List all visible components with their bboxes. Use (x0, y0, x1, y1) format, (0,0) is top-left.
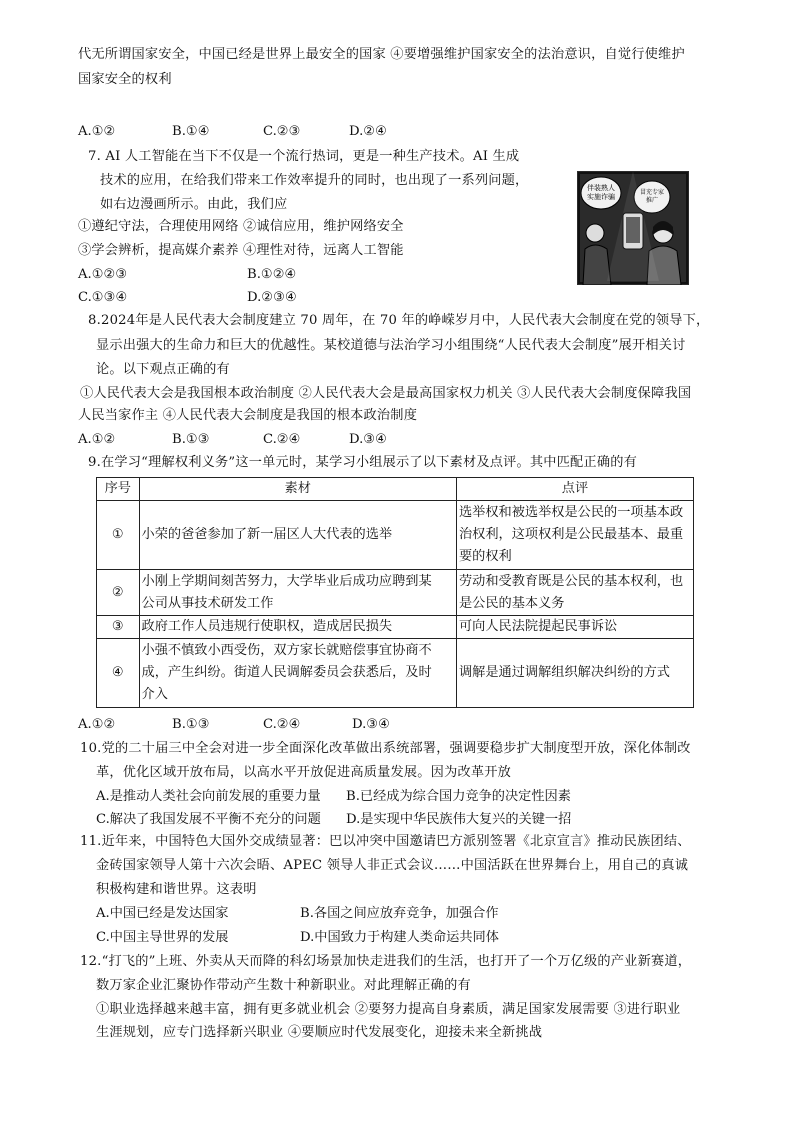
q9-row1-comment (456, 501, 693, 570)
intro-line-1: 代无所谓国家安全，中国已经是世界上最安全的国家 ④要增强维护国家安全的法治意识，自觉行使维护 (78, 47, 685, 62)
q9-row3-material (139, 616, 456, 639)
intro-option-b: B.①④ (172, 124, 210, 139)
q9-table-header (97, 478, 694, 501)
q9-row2-comment (456, 570, 693, 616)
q7-option-d: D.②③④ (247, 290, 297, 305)
q9-option-a: A.①② (78, 717, 116, 732)
q8-line-5: 人民当家作主 ④人民代表大会制度是我国的根本政治制度 (78, 408, 418, 423)
q10-option-a: A.是推动人类社会向前发展的重要力量 (96, 789, 321, 804)
q7-line-2: 技术的应用，在给我们带来工作效率提升的同时，也出现了一系列问题， (100, 173, 529, 188)
q9-row4-comment (456, 639, 693, 708)
q9-row2-comment-line1: 劳动和受教育既是公民的基本权利，也 (458, 573, 684, 589)
q9-row1-material-line1: 小荣的爸爸参加了新一届区人大代表的选举 (141, 527, 393, 542)
q9-line-1: 9.在学习“理解权利义务”这一单元时，某学习小组展示了以下素材及点评。其中匹配正确的有 (88, 455, 637, 470)
table-row (97, 616, 694, 639)
q9-row3-num: ③ (97, 616, 140, 639)
q11-line-2: 金砖国家领导人第十六次会晤、APEC 领导人非正式会议……中国活跃在世界舞台上，用自己的真诚 (96, 858, 689, 873)
q9-row4-material-line1: 小强不慎致小西受伤，双方家长就赔偿事宜协商不 (141, 643, 432, 658)
q9-option-c: C.②④ (263, 717, 301, 732)
q10-option-b: B.已经成为综合国力竞争的决定性因素 (346, 789, 571, 804)
q9-header-comment: 点评 (456, 478, 693, 501)
ai-fraud-cartoon (577, 171, 689, 285)
cartoon-left-sign-line2: 实施诈骗 (587, 193, 615, 201)
q8-line-4: ①人民代表大会是我国根本政治制度 ②人民代表大会是最高国家权力机关 ③人民代表大会制度保障我国 (80, 386, 692, 401)
q9-row4-material-line3: 介入 (141, 687, 168, 702)
q9-row1-num: ① (97, 501, 140, 570)
q9-table (96, 477, 694, 708)
q9-option-d: D.③④ (352, 717, 390, 732)
q8-option-c: C.②④ (263, 432, 301, 447)
q9-row4-num: ④ (97, 639, 140, 708)
q11-option-b: B.各国之间应放弃竞争，加强合作 (300, 906, 499, 921)
q10-line-1: 10.党的二十届三中全会对进一步全面深化改革做出系统部署，强调要稳步扩大制度型开放，深化体制改 (80, 741, 691, 756)
q8-option-d: D.③④ (349, 432, 387, 447)
q11-line-1: 11.近年来，中国特色大国外交成绩显著：巴以冲突中国邀请巴方派别签署《北京宣言》推动民族团结、 (80, 834, 691, 849)
q11-line-3: 积极构建和谐世界。这表明 (96, 882, 257, 897)
q9-row4-comment-line1: 调解是通过调解组织解决纠纷的方式 (458, 665, 670, 680)
q10-option-d: D.是实现中华民族伟大复兴的关键一招 (346, 812, 572, 827)
cartoon-left-sign-line1: 伴装熟人 (587, 184, 615, 192)
q7-line-1: 7. AI 人工智能在当下不仅是一个流行热词，更是一种生产技术。AI 生成 (88, 149, 520, 164)
q9-row4-material-line2: 成，产生纠纷。街道人民调解委员会获悉后，及时 (141, 665, 432, 680)
q9-row1-comment-line3: 要的权利 (458, 549, 512, 564)
q9-row2-material-line1: 小刚上学期间刻苦努力，大学毕业后成功应聘到某 (141, 573, 432, 589)
q9-header-num: 序号 (97, 478, 140, 501)
q12-line-4: 生涯规划，应专门选择新兴职业 ④要顺应时代发展变化，迎接未来全新挑战 (96, 1025, 543, 1040)
q9-row2-comment-line2: 是公民的基本义务 (458, 595, 565, 611)
q9-option-b: B.①③ (172, 717, 210, 732)
intro-option-d: D.②④ (349, 124, 387, 139)
q12-line-1: 12.“打飞的”上班、外卖从天而降的科幻场景加快走进我们的生活，也打开了一个万亿级的产业新赛道， (80, 954, 692, 969)
intro-line-2: 国家安全的权利 (78, 72, 172, 87)
q10-option-c: C.解决了我国发展不平衡不充分的问题 (96, 812, 321, 827)
table-row (97, 639, 694, 708)
q9-row3-material-line1: 政府工作人员违规行使职权，造成居民损失 (141, 619, 393, 634)
q9-row3-comment (456, 616, 693, 639)
q9-row2-num: ② (97, 570, 140, 616)
q7-option-c: C.①③④ (78, 290, 128, 305)
q8-option-a: A.①② (78, 432, 116, 447)
q8-option-b: B.①③ (172, 432, 210, 447)
q8-line-3: 论。以下观点正确的有 (96, 362, 230, 377)
q11-option-d: D.中国致力于构建人类命运共同体 (300, 930, 499, 945)
q9-row1-comment-line2: 治权利，这项权利是公民最基本、最重 (458, 527, 684, 542)
cartoon-right-sign-line1: 冒充专家 (639, 189, 665, 196)
q11-option-a: A.中国已经是发达国家 (96, 906, 229, 921)
q7-line-4: ①遵纪守法，合理使用网络 ②诚信应用，维护网络安全 (78, 219, 404, 234)
q9-row2-material-line2: 公司从事技术研发工作 (141, 595, 274, 611)
q9-row3-comment-line1: 可向人民法院提起民事诉讼 (458, 619, 618, 634)
table-row (97, 501, 694, 570)
table-row (97, 570, 694, 616)
q9-row1-comment-line1: 选举权和被选举权是公民的一项基本政 (458, 505, 684, 520)
q12-line-2: 数万家企业汇聚协作带动产生数十种新职业。对此理解正确的有 (96, 978, 471, 993)
q7-line-5: ③学会辨析，提高媒介素养 ④理性对待，远离人工智能 (78, 243, 404, 258)
q11-option-c: C.中国主导世界的发展 (96, 930, 229, 945)
q9-header-material: 素材 (139, 478, 456, 501)
q9-row4-material (139, 639, 456, 708)
q8-line-2: 显示出强大的生命力和巨大的优越性。某校道德与法治学习小组围绕“人民代表大会制度”展开相关讨 (96, 338, 686, 353)
q7-option-b: B.①②④ (247, 267, 297, 282)
q8-line-1: 8.2024年是人民代表大会制度建立 70 周年，在 70 年的峥嵘岁月中，人民代表大会制度在党的领导下， (88, 313, 710, 328)
cartoon-right-sign-line2: 推广 (645, 197, 659, 204)
q7-option-a: A.①②③ (78, 267, 128, 282)
intro-option-c: C.②③ (263, 124, 301, 139)
q12-line-3: ①职业选择越来越丰富，拥有更多就业机会 ②要努力提高自身素质，满足国家发展需要 ③进行职业 (96, 1002, 681, 1017)
q10-line-2: 革，优化区域开放布局，以高水平开放促进高质量发展。因为改革开放 (96, 765, 512, 780)
q9-row1-material (139, 501, 456, 570)
intro-option-a: A.①② (78, 124, 116, 139)
q7-line-3: 如右边漫画所示。由此，我们应 (100, 197, 288, 212)
q9-row2-material (139, 570, 456, 616)
